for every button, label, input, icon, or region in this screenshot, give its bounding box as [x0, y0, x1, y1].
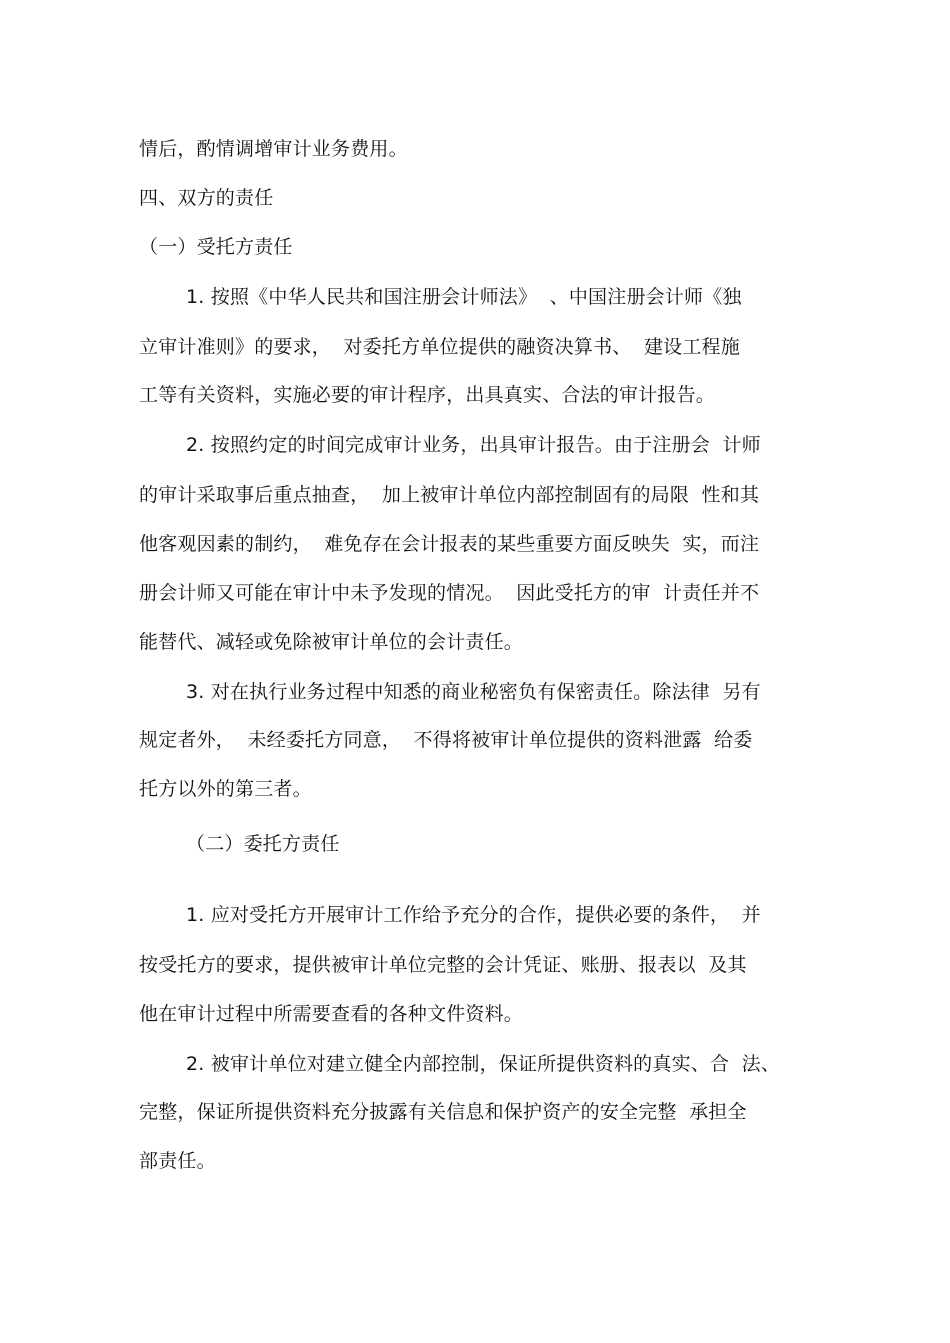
text-line-trustee-3a: 3. 对在执行业务过程中知悉的商业秘密负有保密责任。除法律 另有	[186, 681, 761, 703]
text-line-1: 情后，酌情调增审计业务费用。	[139, 138, 408, 160]
text-line-trustee-3b: 规定者外， 未经委托方同意， 不得将被审计单位提供的资料泄露 给委	[139, 729, 753, 751]
subsection-heading-client: （二）委托方责任	[186, 833, 340, 855]
subsection-heading-trustee: （一）受托方责任	[139, 236, 293, 258]
text-line-trustee-2e: 能替代、减轻或免除被审计单位的会计责任。	[139, 631, 524, 653]
text-line-trustee-2d: 册会计师又可能在审计中未予发现的情况。 因此受托方的审 计责任并不	[139, 582, 760, 604]
text-line-trustee-1b: 立审计准则》的要求， 对委托方单位提供的融资决算书、 建设工程施	[139, 336, 740, 358]
text-line-trustee-2b: 的审计采取事后重点抽查， 加上被审计单位内部控制固有的局限 性和其	[139, 484, 760, 506]
text-line-trustee-3c: 托方以外的第三者。	[139, 778, 312, 800]
text-line-client-2a: 2. 被审计单位对建立健全内部控制，保证所提供资料的真实、合 法、	[186, 1053, 781, 1075]
text-line-trustee-1a: 1. 按照《中华人民共和国注册会计师法》 、中国注册会计师《独	[186, 286, 742, 308]
text-line-trustee-2a: 2. 按照约定的时间完成审计业务，出具审计报告。由于注册会 计师	[186, 434, 761, 456]
text-line-trustee-2c: 他客观因素的制约， 难免存在会计报表的某些重要方面反映失 实，而注	[139, 533, 760, 555]
section-heading-four: 四、双方的责任	[139, 187, 274, 209]
text-line-client-1c: 他在审计过程中所需要查看的各种文件资料。	[139, 1003, 524, 1025]
text-line-trustee-1c: 工等有关资料，实施必要的审计程序，出具真实、合法的审计报告。	[139, 384, 716, 406]
text-line-client-2b: 完整，保证所提供资料充分披露有关信息和保护资产的安全完整 承担全	[139, 1101, 747, 1123]
text-line-client-1a: 1. 应对受托方开展审计工作给予充分的合作，提供必要的条件， 并	[186, 904, 761, 926]
text-line-client-1b: 按受托方的要求，提供被审计单位完整的会计凭证、账册、报表以 及其	[139, 954, 747, 976]
text-line-client-2c: 部责任。	[139, 1150, 216, 1172]
